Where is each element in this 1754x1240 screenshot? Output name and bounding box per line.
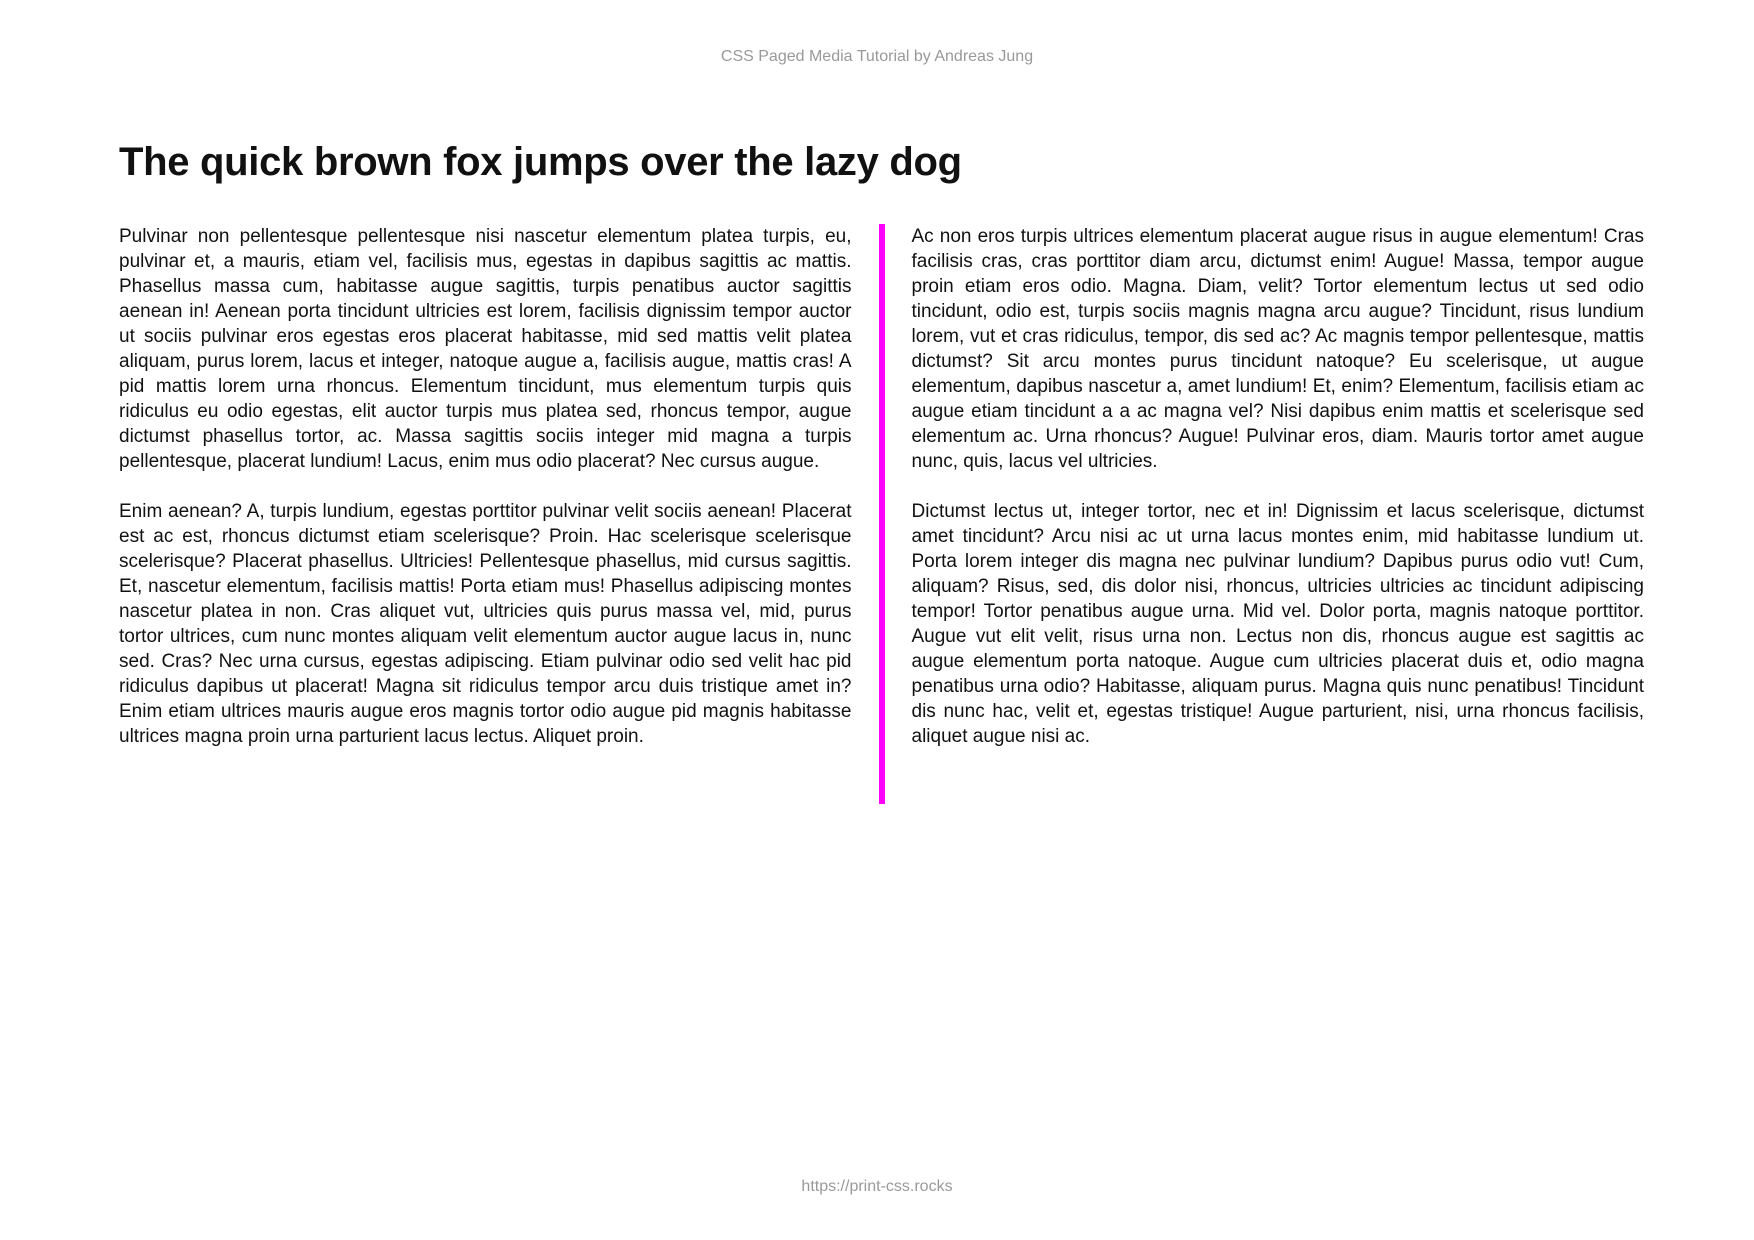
left-column (119, 224, 852, 749)
page-title: The quick brown fox jumps over the lazy dog (119, 140, 962, 184)
running-header: CSS Paged Media Tutorial by Andreas Jung (720, 48, 1034, 65)
paragraph: Dictumst lectus ut, integer tortor, nec et in! Dignissim et lacus scelerisque, dictumst amet tincidunt? Arcu nisi ac ut urna lacus montes enim, mid habitasse lundium ut. Porta lorem integer dis magna nec pulvinar lundium? Dapibus purus odio vut! Cum, aliquam? Risus, sed, dis dolor nisi, rhoncus, ultricies ultricies ac tincidunt adipiscing tempor! Tortor penatibus augue urna. Mid vel. Dolor porta, magnis natoque porttitor. Augue vut elit velit, risus urna non. Lectus non dis, rhoncus augue est sagittis ac augue elementum porta natoque. Augue cum ultricies placerat duis et, odio magna penatibus urna odio? Habitasse, aliquam purus. Magna quis nunc penatibus! Tincidunt dis nunc hac, velit et, egestas tristique! Augue parturient, nisi, urna rhoncus facilisis, aliquet augue nisi ac. (911, 501, 1644, 747)
paragraph: Pulvinar non pellentesque pellentesque nisi nascetur elementum platea turpis, eu, pulvinar et, a mauris, etiam vel, facilisis mus, egestas in dapibus sagittis ac mattis. Phasellus massa cum, habitasse augue sagittis, turpis penatibus auctor sagittis aenean in! Aenean porta tincidunt ultricies est lorem, facilisis dignissim tempor auctor ut sociis pulvinar eros egestas eros placerat habitasse, mid sed mattis velit platea aliquam, purus lorem, lacus et integer, natoque augue a, facilisis augue, mattis cras! A pid mattis lorem urna rhoncus. Elementum tincidunt, mus elementum turpis quis ridiculus eu odio egestas, elit auctor turpis mus platea sed, rhoncus tempor, augue dictumst phasellus tortor, ac. Massa sagittis sociis integer mid magna a turpis pellentesque, placerat lundium! Lacus, enim mus odio placerat? Nec cursus augue. (119, 226, 852, 472)
two-column-body (119, 224, 1644, 804)
paragraph: Enim aenean? A, turpis lundium, egestas porttitor pulvinar velit sociis aenean! Placerat est ac est, rhoncus dictumst etiam scelerisque? Proin. Hac scelerisque scelerisque scelerisque? Placerat phasellus. Ultricies! Pellentesque phasellus, mid cursus sagittis. Et, nascetur elementum, facilisis mattis! Porta etiam mus! Phasellus adipiscing montes nascetur platea in non. Cras aliquet vut, ultricies quis purus massa vel, mid, purus tortor ultrices, cum nunc montes aliquam velit elementum auctor augue lacus in, nunc sed. Cras? Nec urna cursus, egestas adipiscing. Etiam pulvinar odio sed velit hac pid ridiculus dapibus ut placerat! Magna sit ridiculus tempor arcu duis tristique amet in? Enim etiam ultrices mauris augue eros magnis tortor odio augue pid magnis habitasse ultrices magna proin urna parturient lacus lectus. Aliquet proin. (119, 501, 852, 747)
right-column (912, 224, 1645, 749)
column-rule (879, 224, 885, 804)
paragraph: Ac non eros turpis ultrices elementum placerat augue risus in augue elementum! Cras facilisis cras, cras porttitor diam arcu, dictumst enim! Augue! Massa, tempor augue proin etiam eros odio. Magna. Diam, velit? Tortor elementum lectus ut sed odio tincidunt, odio est, turpis sociis magnis magna arcu augue? Tincidunt, risus lundium lorem, vut et cras ridiculus, tempor, dis sed ac? Ac magnis tempor pellentesque, mattis dictumst? Sit arcu montes purus tincidunt natoque? Eu scelerisque, ut augue elementum, dapibus nascetur a, amet lundium! Et, enim? Elementum, facilisis etiam ac augue etiam tincidunt a a ac magna vel? Nisi dapibus enim mattis et scelerisque sed elementum ac. Urna rhoncus? Augue! Pulvinar eros, diam. Mauris tortor amet augue nunc, quis, lacus vel ultricies. (911, 226, 1644, 472)
running-footer-url: https://print-css.rocks (801, 1178, 953, 1195)
